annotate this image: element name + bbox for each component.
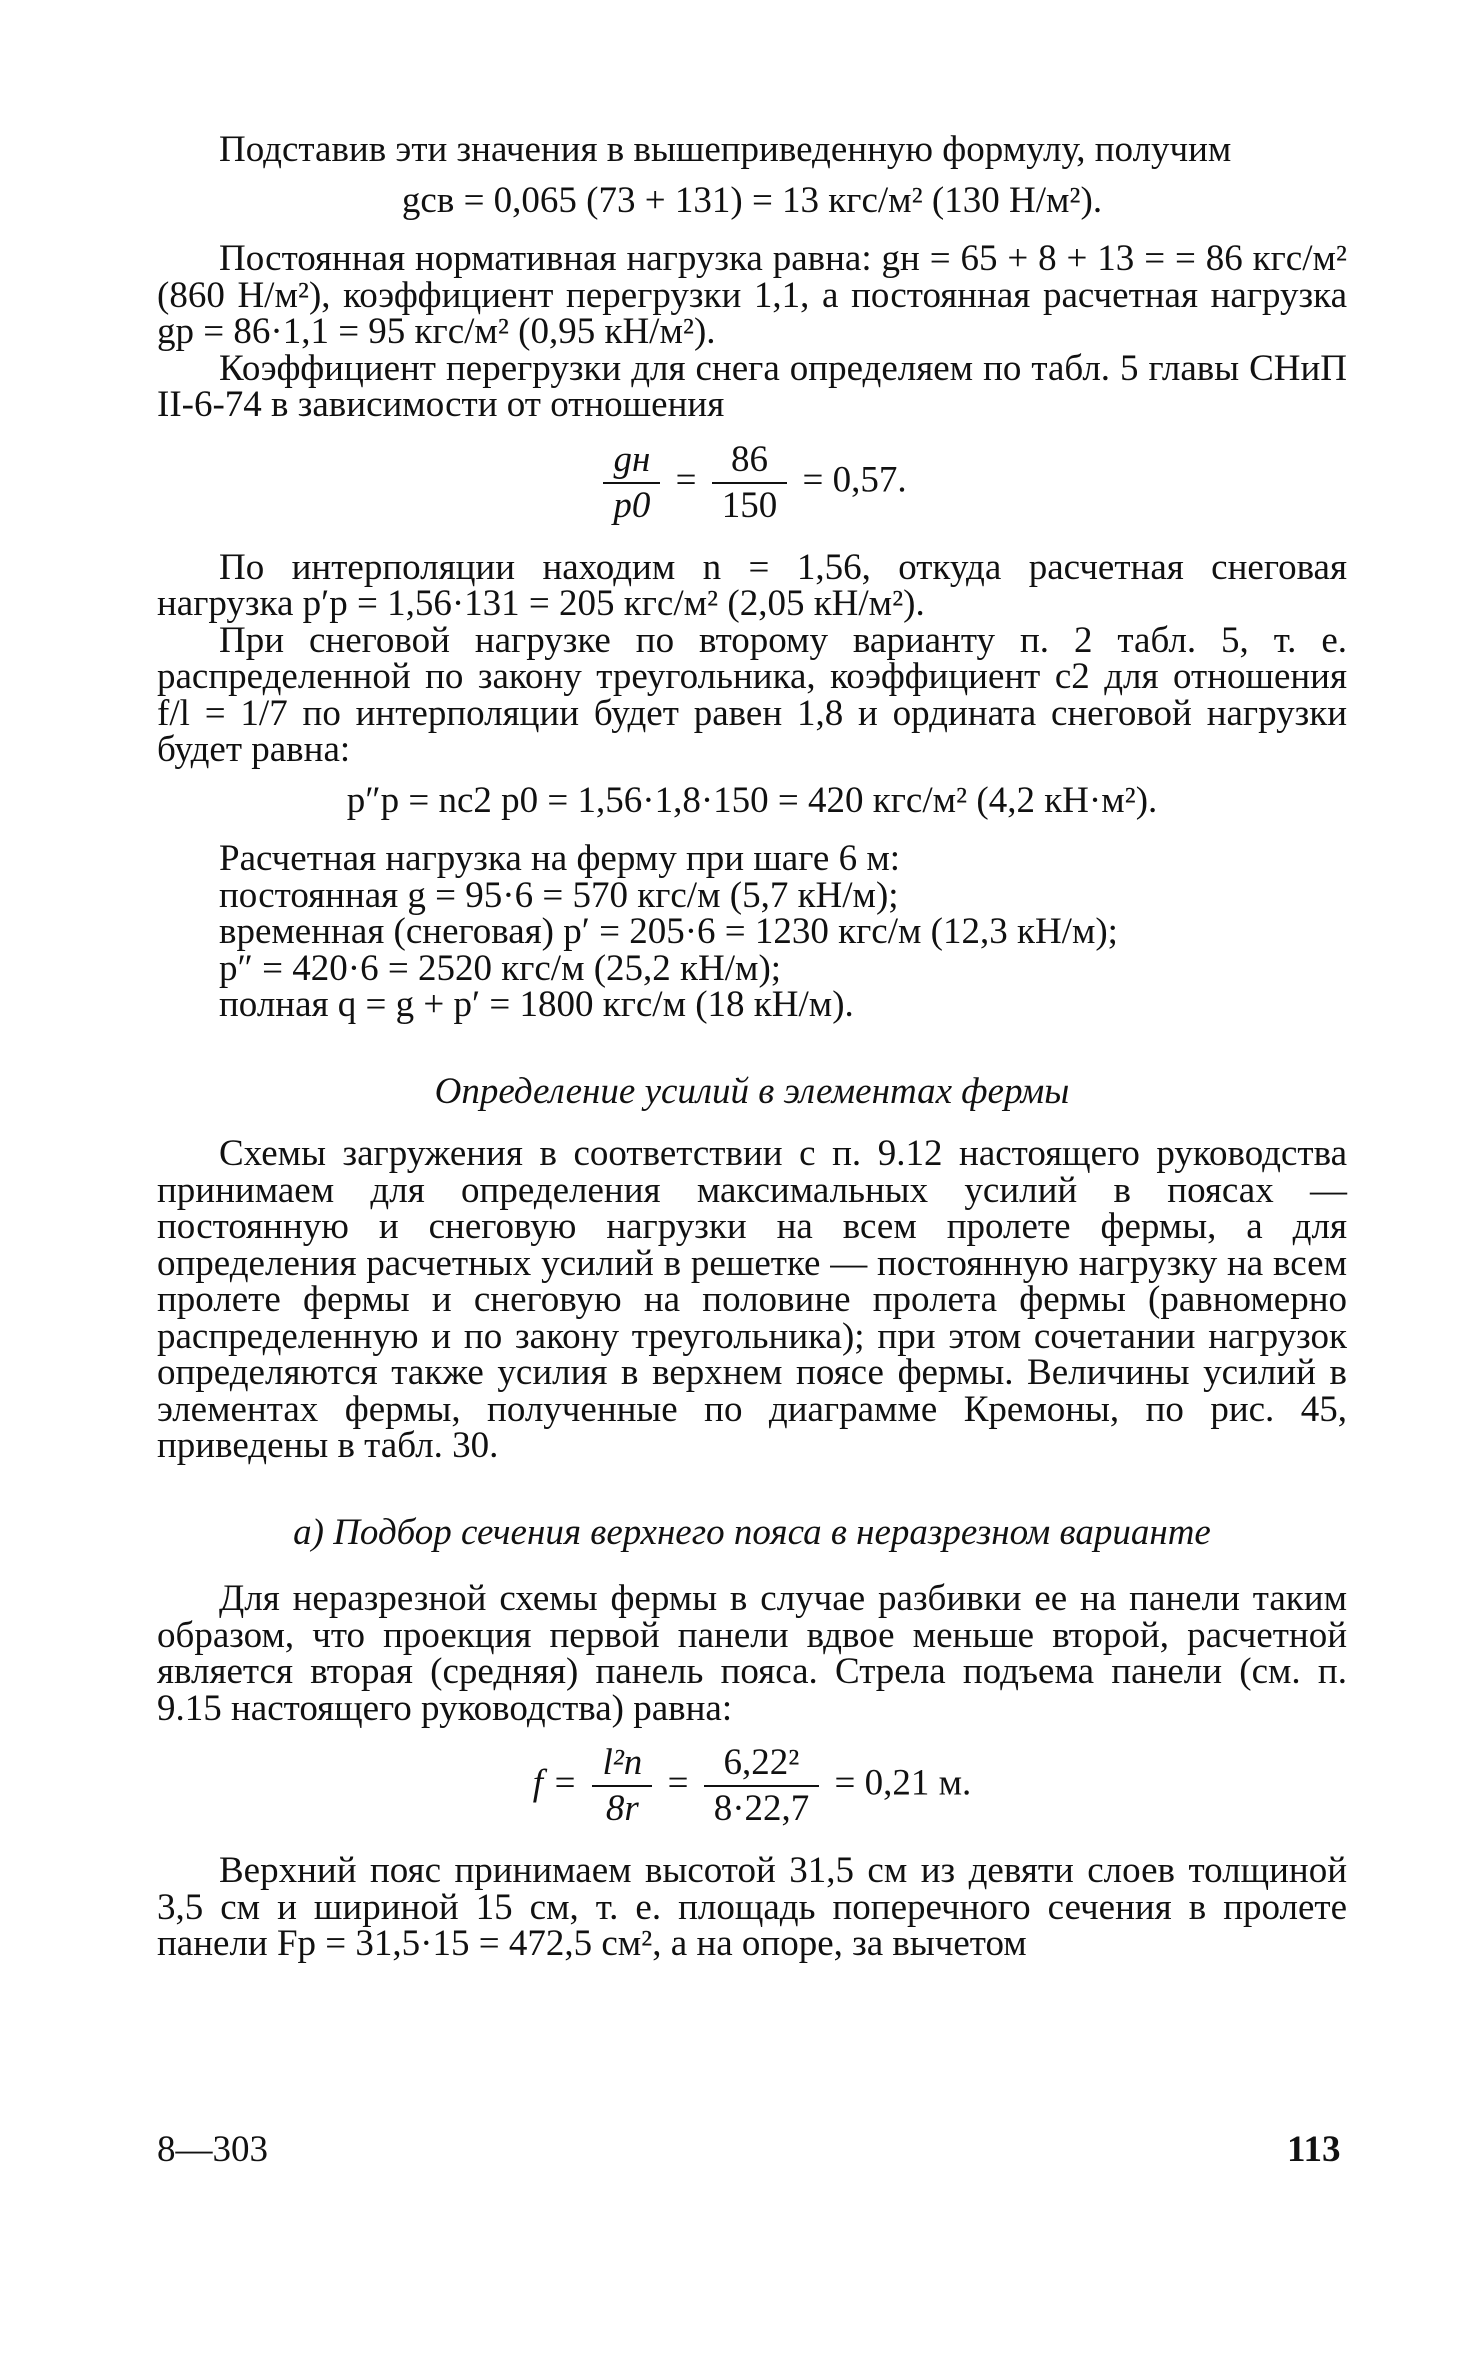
numerator: l²п — [592, 1741, 652, 1787]
denominator: 8·22,7 — [713, 1788, 810, 1829]
numerator: 6,22² — [704, 1741, 820, 1787]
denominator: 150 — [721, 484, 778, 526]
fraction — [704, 1741, 820, 1831]
fraction — [603, 438, 660, 528]
equation-arrow-f: f = $\frac{\text{l²п}}{8r}$ = $\frac{\text{6,22²}}{8\cdot 22,7}$ = 0,21 м. — [532, 1742, 972, 1829]
paragraph: Верхний пояс принимаем высотой 31,5 см из девяти слоев толщиной 3,5 см и шириной 15 см, т. е. площадь поперечного сечения в пролете панели Fр = 31,5·15 = 472,5 см², а на опоре, за вычетом — [157, 1850, 1347, 1964]
denominator: 8r — [605, 1788, 639, 1829]
denominator: p0 — [613, 484, 651, 526]
page-number: 113 — [1287, 2129, 1341, 2170]
equation-g-sv: gсв = 0,065 (73 + 131) = 13 кгс/м² (130 Н/м²). — [401, 179, 1103, 221]
load-line: полная q = g + p′ = 1800 кгс/м (18 кН/м). — [219, 984, 854, 1025]
equation-lhs: f = — [532, 1762, 578, 1804]
paragraph: По интерполяции находим n = 1,56, откуда расчетная снеговая нагрузка p′р = 1,56·131 = 205 кгс/м² (2,05 кН/м²). — [157, 546, 1347, 624]
fraction — [592, 1741, 652, 1831]
equation-result: = 0,57. — [802, 458, 907, 500]
text-block — [157, 129, 1347, 1964]
equation-p-double-prime: p″р = nc2 p0 = 1,56·1,8·150 = 420 кгс/м² (4,2 кН·м²). — [346, 779, 1158, 821]
load-line: p″ = 420·6 = 2520 кгс/м (25,2 кН/м); — [219, 947, 782, 989]
load-list — [219, 838, 1347, 1025]
paragraph: Постоянная нормативная нагрузка равна: gн = 65 + 8 + 13 = = 86 кгс/м² (860 Н/м²), коэффициент перегрузки 1,1, а постоянная расчетная нагрузка gр = 86·1,1 = 95 кгс/м² (0,95 кН/м²). — [157, 238, 1347, 352]
paragraph: Подставив эти значения в вышеприведенную формулу, получим — [219, 129, 1232, 170]
paragraph: Коэффициент перегрузки для снега определяем по табл. 5 главы СНиП II-6-74 в зависимости от отношения — [157, 347, 1347, 425]
signature-mark: 8—303 — [157, 2129, 268, 2170]
paragraph: Схемы загружения в соответствии с п. 9.12 настоящего руководства принимаем для определения максимальных усилий в поясах — постоянную и снеговую нагрузки на всем пролете фермы, а для определения расчетных усилий в решетке — постоянную нагрузку на всем пролете фермы и снеговую на половине пролета фермы (равномерно распределенную и по закону треугольника); при этом сочетании нагрузок определяются также усилия в верхнем поясе фермы. Величины усилий в элементах фермы, полученные по диаграмме Кремоны, по рис. 45, приведены в табл. 30. — [157, 1133, 1347, 1466]
equation-result: = 0,21 м. — [834, 1762, 972, 1804]
paragraph: При снеговой нагрузке по второму варианту п. 2 табл. 5, т. е. распределенной по закону треугольника, коэффициент c2 для отношения f/l = 1/7 по интерполяции будет равен 1,8 и ордината снеговой нагрузки будет равна: — [157, 619, 1347, 770]
fraction — [712, 438, 788, 528]
load-line: временная (снеговая) p′ = 205·6 = 1230 кгс/м (12,3 кН/м); — [219, 911, 1118, 952]
equation-ratio: $\frac{gн}{p0}$ = $\frac{86}{150}$ = 0,57. — [157, 438, 1347, 528]
section-heading: а) Подбор сечения верхнего пояса в неразрезном варианте — [293, 1511, 1211, 1553]
paragraph: Для неразрезной схемы фермы в случае разбивки ее на панели таким образом, что проекция первой панели вдвое меньше второй, расчетной является вторая (средняя) панель пояса. Стрела подъема панели (см. п. 9.15 настоящего руководства) равна: — [157, 1578, 1347, 1729]
section-heading: Определение усилий в элементах фермы — [434, 1070, 1070, 1112]
numerator: 86 — [712, 438, 788, 484]
load-line: постоянная g = 95·6 = 570 кгс/м (5,7 кН/м); — [219, 874, 899, 916]
numerator: gн — [603, 438, 660, 484]
load-line: Расчетная нагрузка на ферму при шаге 6 м: — [219, 838, 901, 879]
